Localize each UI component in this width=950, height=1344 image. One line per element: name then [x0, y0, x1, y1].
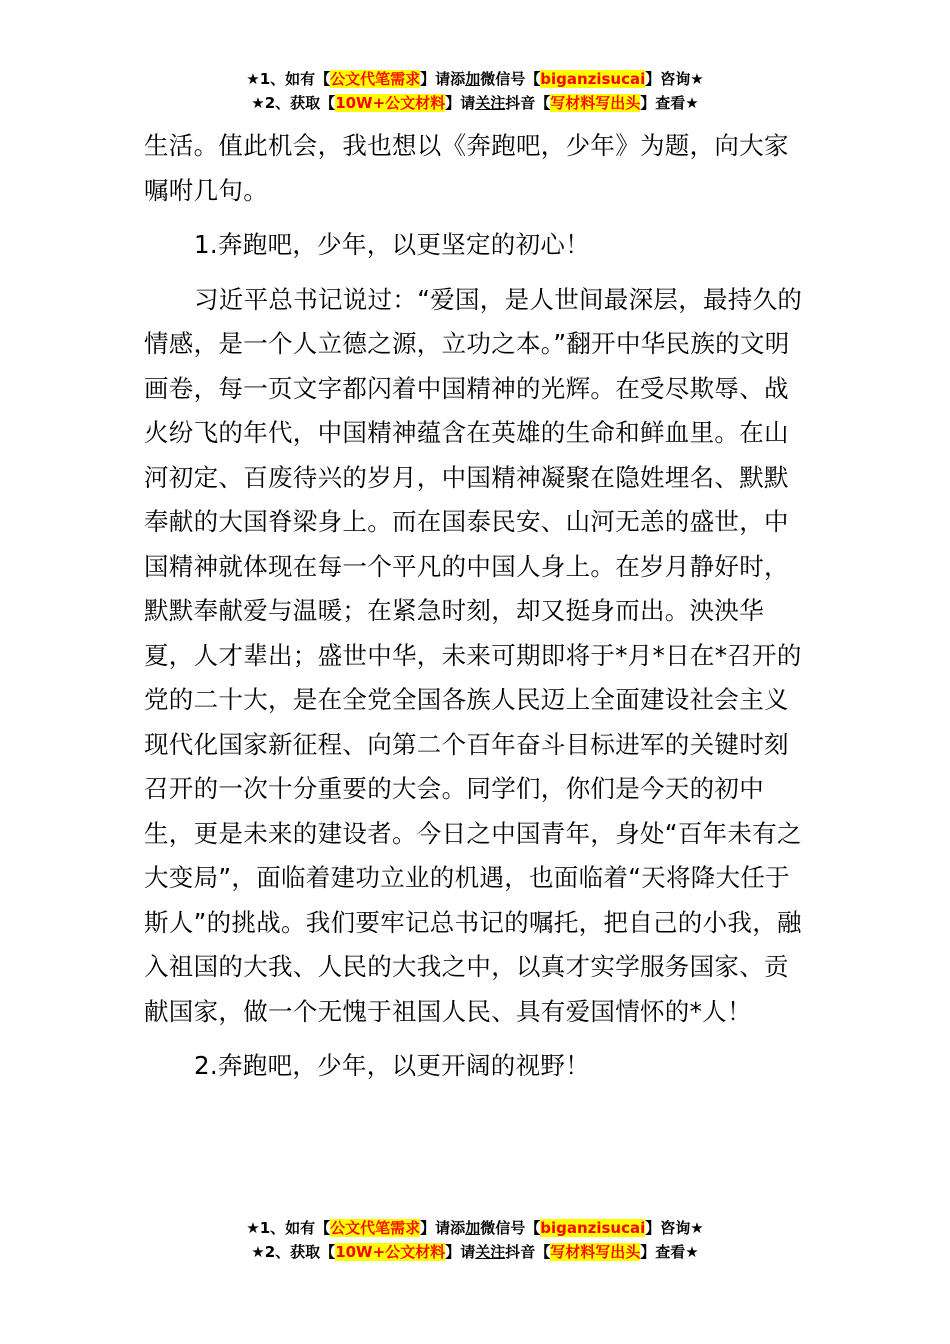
highlight-materials: 10W+公文材料 [335, 94, 446, 112]
highlight-douyin: 写材料写出头 [550, 94, 641, 112]
underlined-text: 加 [465, 1219, 481, 1237]
paragraph-1: 习近平总书记说过：“爱国，是人世间最深层，最持久的情感，是一个人立德之源，立功之本。”翻开中华民族的文明画卷，每一页文字都闪着中国精神的光辉。在受尽欺辱、战火纷飞的年代，中国精神蕴含在英雄的生命和鲜血里。在山河初定、百废待兴的岁月，中国精神凝聚在隐姓埋名、默默奉献的大国脊梁身上。而在国泰民安、山河无恙的盛世，中国精神就体现在每一个平凡的中国人身上。在岁月静好时，默默奉献爱与温暖；在紧急时刻，却又挺身而出。泱泱华夏，人才辈出；盛世中华，未来可期即将于*月*日在*召开的党的二十大，是在全党全国各族人民迈上全面建设社会主义现代化国家新征程、向第二个百年奋斗目标进军的关键时刻召开的一次十分重要的大会。同学们，你们是今天的初中生，更是未来的建设者。今日之中国青年，身处“百年未有之大变局”，面临着建功立业的机遇，也面临着“天将降大任于斯人”的挑战。我们要牢记总书记的嘱托，把自己的小我，融入祖国的大我、人民的大我之中，以真才实学服务国家、贡献国家，做一个无愧于祖国人民、具有爱国情怀的*人！ [144, 284, 803, 1026]
highlight-service: 公文代笔需求 [330, 1219, 421, 1237]
banner-text: 抖音【 [505, 94, 551, 112]
underlined-text: 加 [465, 70, 481, 88]
continued-paragraph: 生活。值此机会，我也想以《奔跑吧，少年》为题，向大家嘱咐几句。 [144, 131, 789, 205]
banner-text: 】咨询★ [645, 1219, 704, 1237]
banner-text: 】请添 [420, 1219, 466, 1237]
highlight-service: 公文代笔需求 [330, 70, 421, 88]
underlined-text: 关注 [475, 1243, 506, 1261]
banner-text: ★1、如有【 [246, 1219, 331, 1237]
section-heading-2: 2.奔跑吧，少年，以更开阔的视野！ [194, 1051, 590, 1080]
underlined-text: 关注 [475, 94, 506, 112]
header-banner-line-1 [0, 67, 950, 91]
banner-text: 】查看★ [640, 94, 699, 112]
banner-text: 微信号【 [480, 70, 541, 88]
banner-text: 】咨询★ [645, 70, 704, 88]
banner-text: 】请 [445, 1243, 476, 1261]
banner-text: 】请 [445, 94, 476, 112]
header-banner [0, 67, 950, 115]
highlight-wechat-id: biganzisucai [540, 1219, 646, 1237]
banner-text: 抖音【 [505, 1243, 551, 1261]
highlight-materials: 10W+公文材料 [335, 1243, 446, 1261]
footer-banner [0, 1216, 950, 1264]
highlight-wechat-id: biganzisucai [540, 70, 646, 88]
footer-banner-line-2 [0, 1240, 950, 1264]
footer-banner-line-1 [0, 1216, 950, 1240]
section-heading-1: 1.奔跑吧，少年，以更坚定的初心！ [194, 230, 590, 259]
banner-text: 】查看★ [640, 1243, 699, 1261]
highlight-douyin: 写材料写出头 [550, 1243, 641, 1261]
banner-text: 】请添 [420, 70, 466, 88]
banner-text: ★1、如有【 [246, 70, 331, 88]
banner-text: ★2、获取【 [251, 1243, 336, 1261]
document-body [144, 124, 806, 1089]
banner-text: 微信号【 [480, 1219, 541, 1237]
banner-text: ★2、获取【 [251, 94, 336, 112]
header-banner-line-2 [0, 91, 950, 115]
